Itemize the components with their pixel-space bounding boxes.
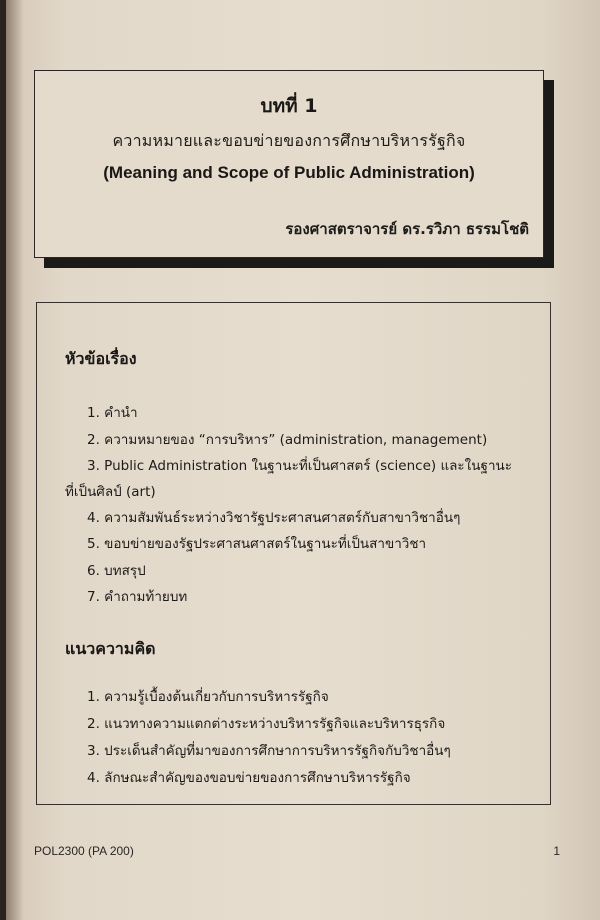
topics-heading: หัวข้อเรื่อง <box>65 349 137 368</box>
topic-item-continuation: ที่เป็นศิลป์ (art) <box>65 484 156 500</box>
page-number: 1 <box>553 844 560 858</box>
chapter-title-english: (Meaning and Scope of Public Administration) <box>103 163 475 182</box>
topic-item: 5. ขอบข่ายของรัฐประศาสนศาสตร์ในฐานะที่เป็นสาขาวิชา <box>87 536 427 552</box>
chapter-title-box <box>34 70 544 258</box>
course-code: POL2300 (PA 200) <box>34 844 134 858</box>
concepts-heading: แนวความคิด <box>65 639 156 658</box>
concept-item: 1. ความรู้เบื้องต้นเกี่ยวกับการบริหารรัฐกิจ <box>87 689 329 705</box>
outline-box <box>36 302 551 805</box>
chapter-title-thai: ความหมายและขอบข่ายของการศึกษาบริหารรัฐกิจ <box>112 131 466 150</box>
topic-item: 3. Public Administration ในฐานะที่เป็นศาสตร์ (science) และในฐานะ <box>87 458 513 474</box>
topic-item: 2. ความหมายของ “การบริหาร” (administration, management) <box>87 432 488 448</box>
topic-item: 6. บทสรุป <box>87 563 146 579</box>
topic-item: 4. ความสัมพันธ์ระหว่างวิชารัฐประศาสนศาสตร์กับสาขาวิชาอื่นๆ <box>87 510 461 526</box>
book-page <box>6 0 600 920</box>
author-name: รองศาสตราจารย์ ดร.รวิภา ธรรมโชติ <box>285 220 529 238</box>
topic-item: 1. คำนำ <box>87 405 138 421</box>
concept-item: 4. ลักษณะสำคัญของขอบข่ายของการศึกษาบริหารรัฐกิจ <box>87 770 411 786</box>
concept-item: 2. แนวทางความแตกต่างระหว่างบริหารรัฐกิจและบริหารธุรกิจ <box>87 716 446 732</box>
concept-item: 3. ประเด็นสำคัญที่มาของการศึกษาการบริหารรัฐกิจกับวิชาอื่นๆ <box>87 743 451 759</box>
topic-item: 7. คำถามท้ายบท <box>87 589 188 605</box>
chapter-number: บทที่ 1 <box>260 95 318 117</box>
